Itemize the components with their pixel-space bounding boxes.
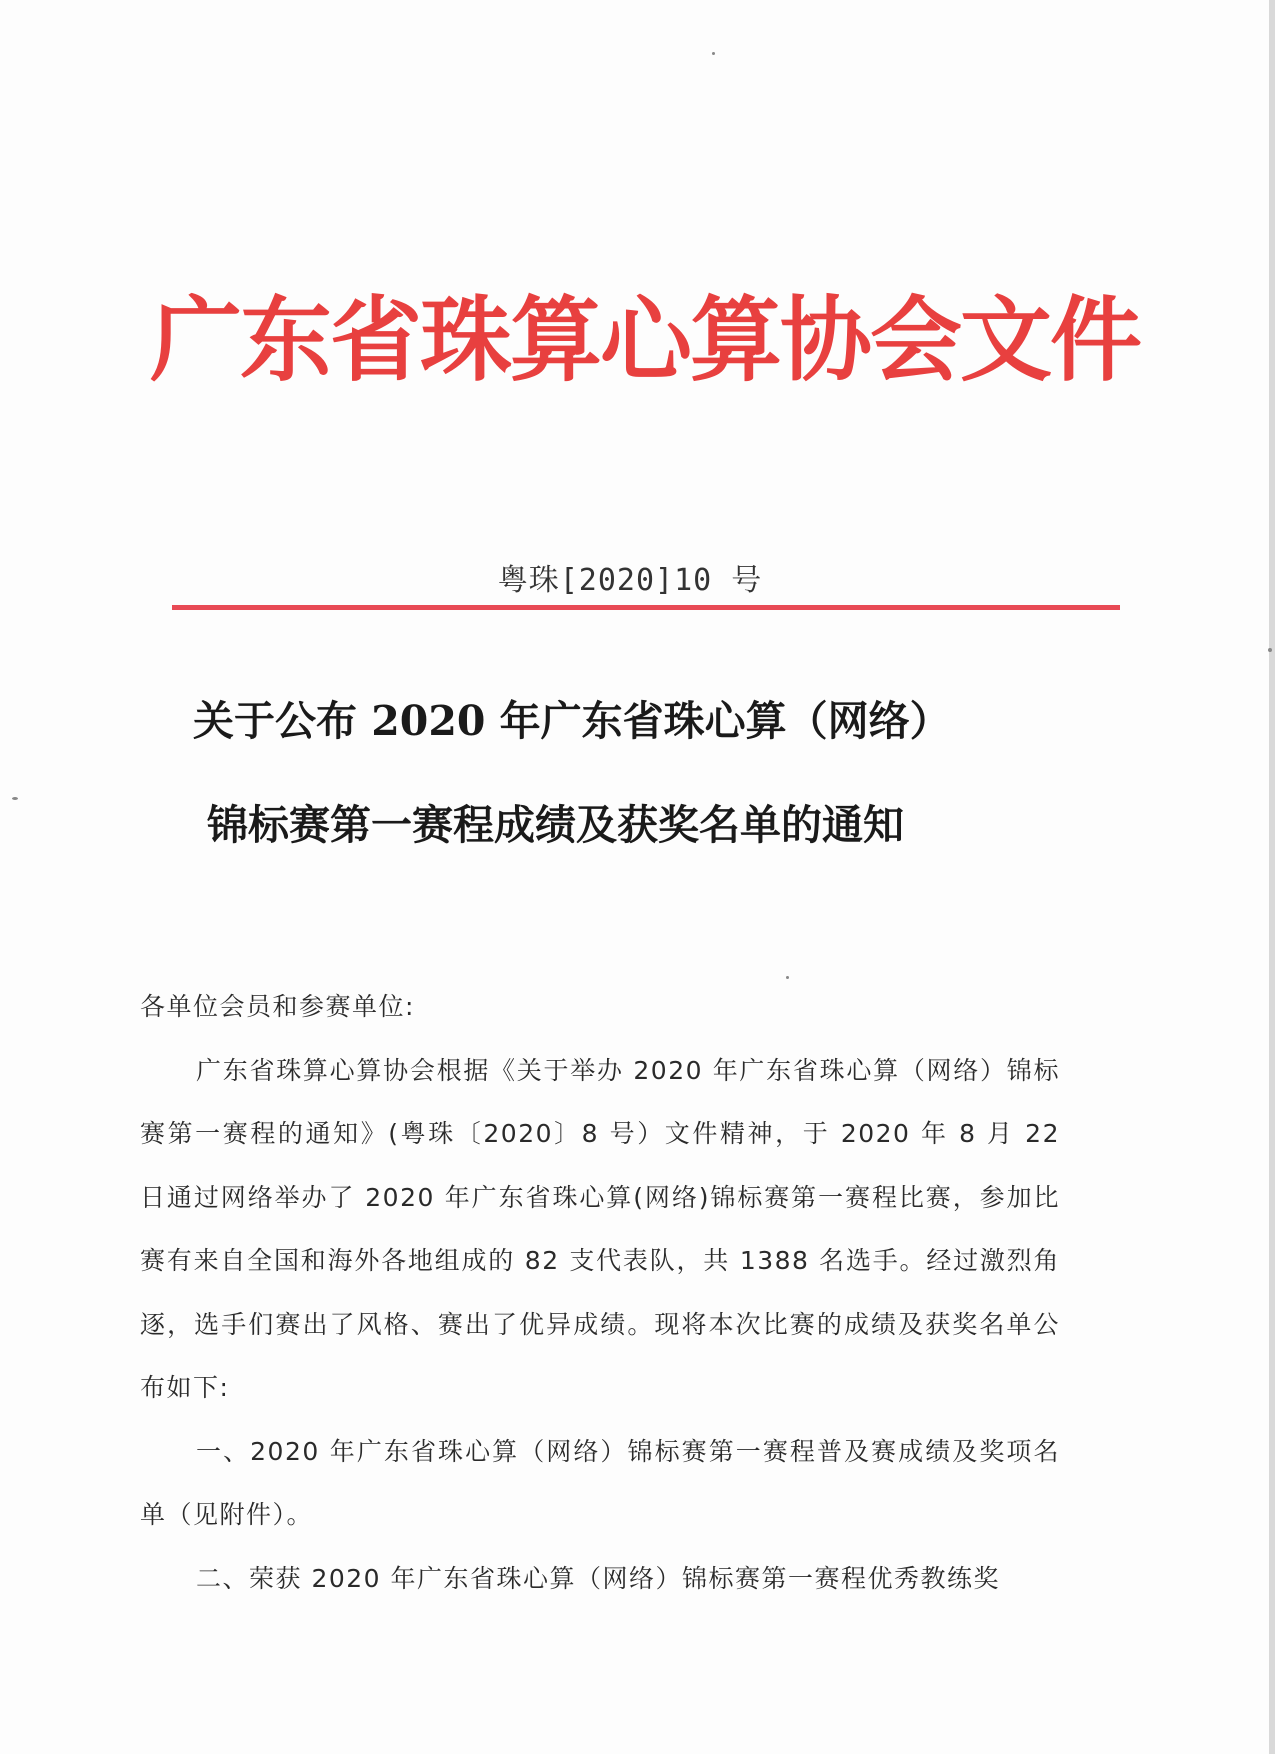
notice-body — [140, 975, 1060, 1610]
document-number: 粤珠[2020]10 号 — [497, 563, 763, 598]
body-item-2: 二、荣获 2020 年广东省珠心算（网络）锦标赛第一赛程优秀教练奖 — [196, 1563, 1001, 1593]
masthead-title: 广东省珠算心算协会文件 — [150, 287, 1141, 394]
scan-speck — [1268, 648, 1272, 652]
body-item-1: 一、2020 年广东省珠心算（网络）锦标赛第一赛程普及赛成绩及奖项名单（见附件）。 — [140, 1436, 1060, 1529]
notice-title-line-1: 关于公布 2020 年广东省珠心算（网络） — [193, 697, 951, 745]
red-divider-line — [172, 605, 1120, 610]
notice-title-line-2: 锦标赛第一赛程成绩及获奖名单的通知 — [207, 801, 904, 849]
scan-edge — [1269, 0, 1275, 1754]
salutation: 各单位会员和参赛单位: — [140, 992, 415, 1021]
scan-speck — [12, 797, 18, 800]
body-paragraph-1: 广东省珠算心算协会根据《关于举办 2020 年广东省珠心算（网络）锦标赛第一赛程的通知》(粤珠〔2020〕8 号）文件精神，于 2020 年 8 月 22 日通过网络举办了 2020 年广东省珠心算(网络)锦标赛第一赛程比赛，参加比赛有来自全国和海外各地组成的 82 支代表队，共 1388 名选手。经过激烈角逐，选手们赛出了风格、赛出了优异成绩。现将本次比赛的成绩及获奖名单公布如下: — [140, 1055, 1060, 1402]
scan-speck — [712, 52, 715, 55]
scan-speck — [786, 976, 789, 979]
